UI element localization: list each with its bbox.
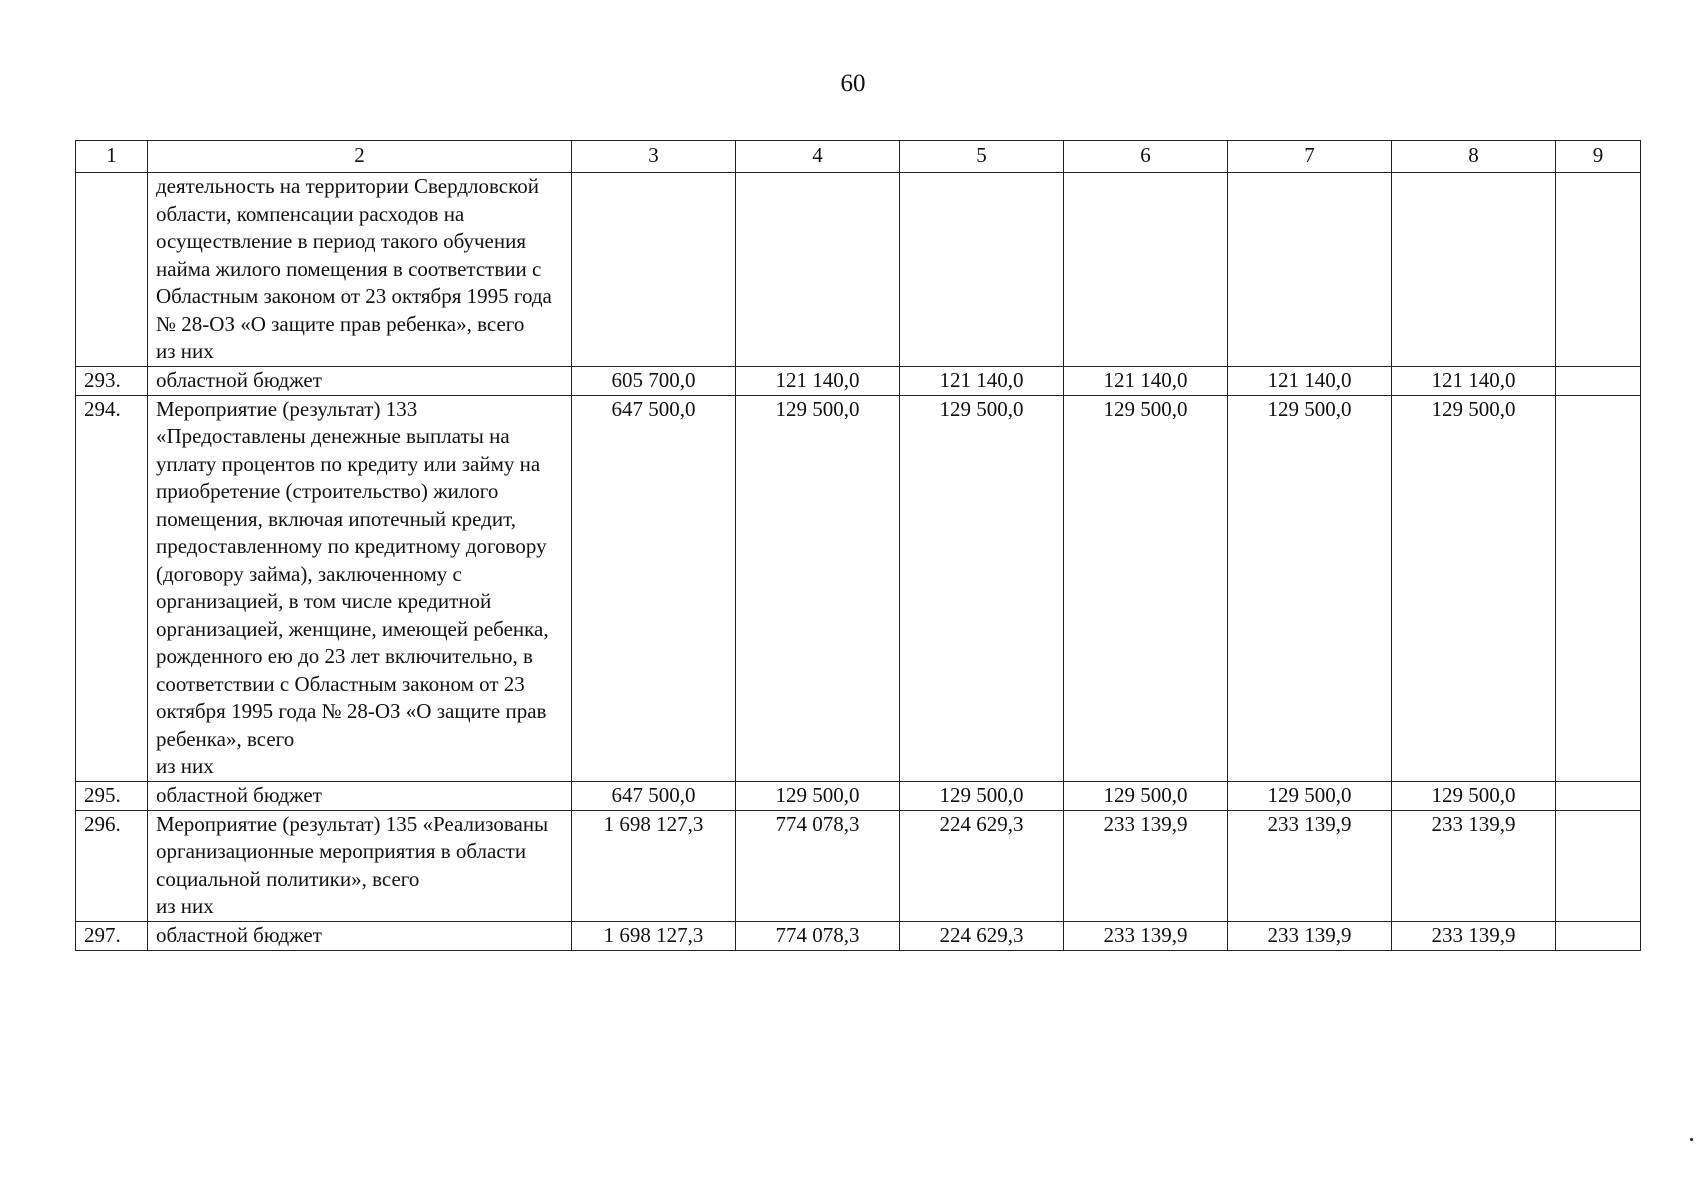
- value-col-4: 774 078,3: [736, 921, 900, 950]
- value-col-3: 647 500,0: [572, 395, 736, 781]
- value-col-7: 233 139,9: [1228, 810, 1392, 921]
- value-col-9: [1556, 395, 1641, 781]
- header-row: [76, 141, 1641, 173]
- value-col-7: 233 139,9: [1228, 921, 1392, 950]
- row-number: [76, 173, 148, 367]
- value-col-5: 129 500,0: [900, 781, 1064, 810]
- value-col-8: 121 140,0: [1392, 366, 1556, 395]
- header-col-7: 7: [1228, 141, 1392, 173]
- value-col-6: 233 139,9: [1064, 810, 1228, 921]
- value-col-8: 129 500,0: [1392, 395, 1556, 781]
- table-row: [76, 810, 1641, 921]
- row-name: Мероприятие (результат) 133 «Предоставлены денежные выплаты на уплату процентов по кредиту или займу на приобретение (строительство) жилого помещения, включая ипотечный кредит, предоставленному по кредитному договору (договору займа), заключенному с организацией, в том числе кредитной организацией, женщине, имеющей ребенка, рожденного ею до 23 лет включительно, в соответствии с Областным законом от 23 октября 1995 года № 28-ОЗ «О защите прав ребенка», всего из них: [148, 395, 572, 781]
- value-col-3: 647 500,0: [572, 781, 736, 810]
- value-col-9: [1556, 921, 1641, 950]
- header-col-9: 9: [1556, 141, 1641, 173]
- table-row: [76, 173, 1641, 367]
- table-row: [76, 921, 1641, 950]
- row-number: 296.: [76, 810, 148, 921]
- value-col-6: 233 139,9: [1064, 921, 1228, 950]
- value-col-9: [1556, 781, 1641, 810]
- table-row: [76, 395, 1641, 781]
- row-number: 293.: [76, 366, 148, 395]
- value-col-7: 129 500,0: [1228, 395, 1392, 781]
- value-col-8: [1392, 173, 1556, 367]
- value-col-4: 121 140,0: [736, 366, 900, 395]
- value-col-4: 774 078,3: [736, 810, 900, 921]
- value-col-6: 129 500,0: [1064, 781, 1228, 810]
- value-col-8: 233 139,9: [1392, 921, 1556, 950]
- value-col-3: 1 698 127,3: [572, 810, 736, 921]
- value-col-6: [1064, 173, 1228, 367]
- value-col-5: [900, 173, 1064, 367]
- header-col-3: 3: [572, 141, 736, 173]
- row-number: 297.: [76, 921, 148, 950]
- page-number: 60: [840, 70, 866, 97]
- value-col-7: 129 500,0: [1228, 781, 1392, 810]
- row-name: Мероприятие (результат) 135 «Реализованы организационные мероприятия в области социальной политики», всего из них: [148, 810, 572, 921]
- value-col-7: 121 140,0: [1228, 366, 1392, 395]
- header-col-6: 6: [1064, 141, 1228, 173]
- value-col-9: [1556, 366, 1641, 395]
- header-col-1: 1: [76, 141, 148, 173]
- value-col-8: 233 139,9: [1392, 810, 1556, 921]
- table-body: [76, 173, 1641, 951]
- value-col-9: [1556, 173, 1641, 367]
- value-col-5: 121 140,0: [900, 366, 1064, 395]
- row-name: областной бюджет: [148, 366, 572, 395]
- value-col-6: 121 140,0: [1064, 366, 1228, 395]
- value-col-4: 129 500,0: [736, 395, 900, 781]
- value-col-4: [736, 173, 900, 367]
- value-col-8: 129 500,0: [1392, 781, 1556, 810]
- header-col-8: 8: [1392, 141, 1556, 173]
- row-name: областной бюджет: [148, 921, 572, 950]
- table-row: [76, 781, 1641, 810]
- value-col-5: 129 500,0: [900, 395, 1064, 781]
- value-col-4: 129 500,0: [736, 781, 900, 810]
- value-col-3: 605 700,0: [572, 366, 736, 395]
- value-col-5: 224 629,3: [900, 921, 1064, 950]
- value-col-5: 224 629,3: [900, 810, 1064, 921]
- value-col-7: [1228, 173, 1392, 367]
- value-col-9: [1556, 810, 1641, 921]
- header-col-2: 2: [148, 141, 572, 173]
- value-col-6: 129 500,0: [1064, 395, 1228, 781]
- value-col-3: [572, 173, 736, 367]
- scan-speck: [1690, 1138, 1693, 1141]
- row-number: 295.: [76, 781, 148, 810]
- row-name: областной бюджет: [148, 781, 572, 810]
- value-col-3: 1 698 127,3: [572, 921, 736, 950]
- row-number: 294.: [76, 395, 148, 781]
- table-row: [76, 366, 1641, 395]
- header-col-5: 5: [900, 141, 1064, 173]
- budget-table: [75, 140, 1641, 951]
- header-col-4: 4: [736, 141, 900, 173]
- row-name: деятельность на территории Свердловской области, компенсации расходов на осуществление в период такого обучения найма жилого помещения в соответствии с Областным законом от 23 октября 1995 года № 28-ОЗ «О защите прав ребенка», всего из них: [148, 173, 572, 367]
